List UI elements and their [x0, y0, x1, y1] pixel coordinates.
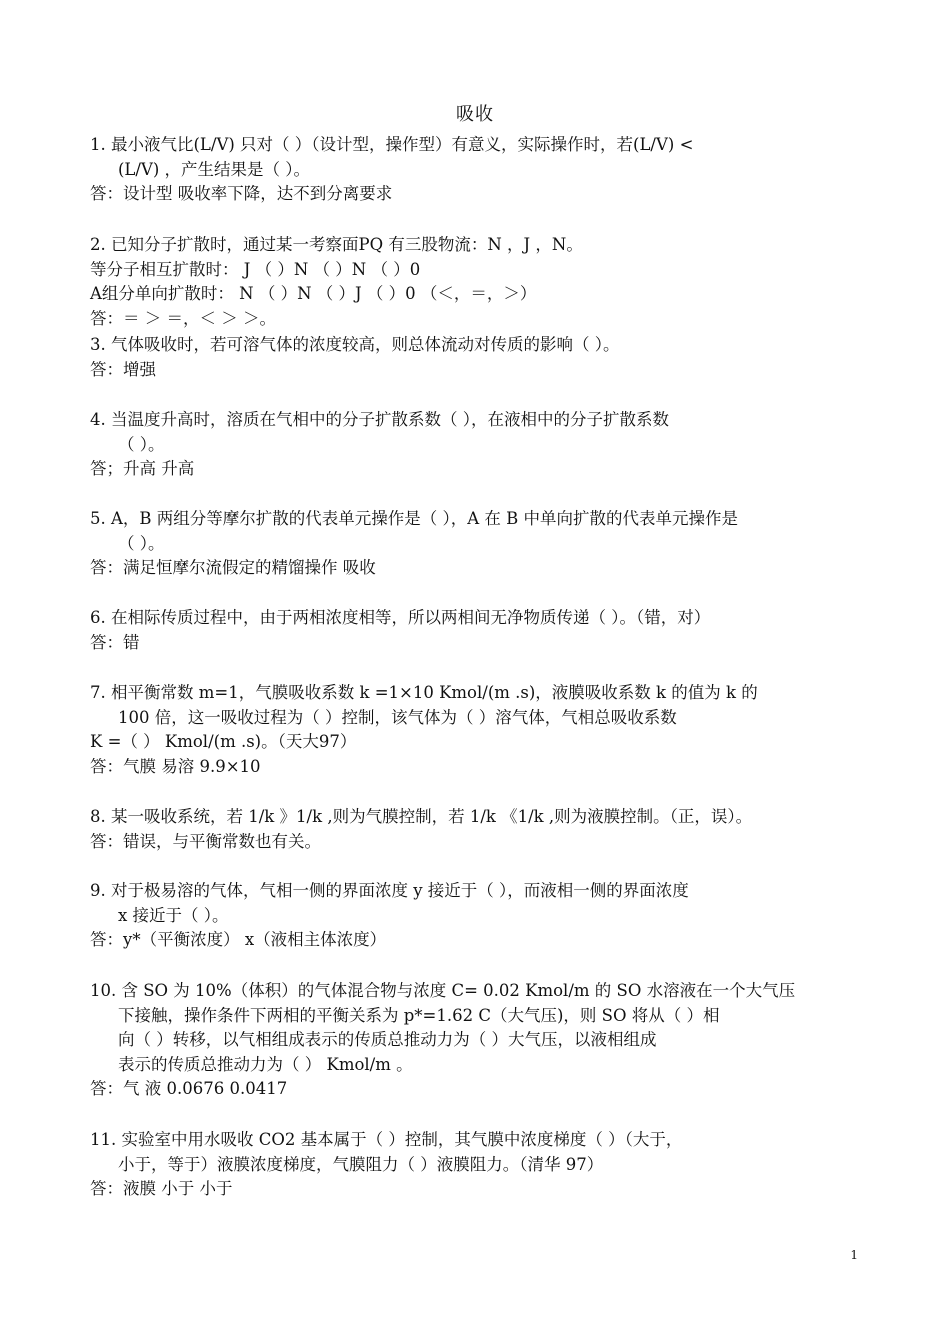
question-line: (L/V) ，产生结果是（ ）。: [118, 159, 311, 179]
page-number: 1: [850, 1248, 858, 1262]
question-6: [90, 606, 860, 655]
question-line: 100 倍，这一吸收过程为（ ）控制，该气体为（ ）溶气体，气相总吸收系数: [118, 707, 677, 727]
question-line: 7. 相平衡常数 m=1，气膜吸收系数 k =1×10 Kmol/(m .s)，液膜吸收系数 k 的值为 k 的: [90, 683, 758, 702]
answer-line: 答；升高 升高: [90, 459, 195, 478]
answer-line: 答：＝ ＞ ＝，＜ ＞ ＞。: [90, 308, 276, 328]
question-line: 11. 实验室中用水吸收 CO2 基本属于（ ）控制，其气膜中浓度梯度（ ）（大于，: [90, 1130, 683, 1149]
question-3: [90, 333, 860, 382]
question-line: 2. 已知分子扩散时，通过某一考察面PQ 有三股物流：N ，J ，N。: [90, 235, 583, 254]
question-line: 6. 在相际传质过程中，由于两相浓度相等，所以两相间无净物质传递（ ）。（错，对）: [90, 608, 711, 627]
question-7: [90, 681, 860, 779]
question-line: 3. 气体吸收时，若可溶气体的浓度较高，则总体流动对传质的影响（ ）。: [90, 335, 620, 354]
answer-line: 答：错: [90, 632, 140, 652]
answer-line: 答：设计型 吸收率下降，达不到分离要求: [90, 184, 393, 203]
question-10: [90, 979, 860, 1102]
question-line: 9. 对于极易溶的气体，气相一侧的界面浓度 y 接近于（ ），而液相一侧的界面浓度: [90, 881, 689, 900]
question-line: A组分单向扩散时： N （ ）N （ ）J （ ）0 （＜，＝，＞）: [90, 284, 537, 303]
question-line: 等分子相互扩散时： J （ ）N （ ）N （ ）0: [90, 259, 421, 279]
question-1: [90, 133, 860, 207]
question-9: [90, 879, 860, 953]
answer-line: 答：满足恒摩尔流假定的精馏操作 吸收: [90, 558, 376, 577]
answer-line: 答：气 液 0.0676 0.0417: [90, 1079, 288, 1098]
answer-line: 答：增强: [90, 359, 156, 379]
question-line: （ ）。: [118, 434, 165, 454]
question-line: 5. A，B 两组分等摩尔扩散的代表单元操作是（ ），A 在 B 中单向扩散的代表单元操作是: [90, 509, 739, 528]
answer-line: 答：气膜 易溶 9.9×10: [90, 756, 261, 776]
question-4: [90, 408, 860, 482]
question-line: 小于，等于）液膜浓度梯度，气膜阻力（ ）液膜阻力。（清华 97）: [118, 1154, 604, 1174]
question-8: [90, 805, 860, 854]
question-2: [90, 233, 860, 331]
question-line: 4. 当温度升高时，溶质在气相中的分子扩散系数（ ），在液相中的分子扩散系数: [90, 410, 669, 429]
question-line: 表示的传质总推动力为（ ） Kmol/m 。: [118, 1054, 413, 1074]
answer-line: 答：错误，与平衡常数也有关。: [90, 831, 321, 851]
question-line: 8. 某一吸收系统，若 1/k 》1/k ,则为气膜控制，若 1/k 《1/k ,则为液膜控制。（正，误）。: [90, 807, 753, 826]
document-title: 吸收: [456, 104, 494, 125]
question-line: K =（ ） Kmol/(m .s)。（天大97）: [90, 732, 357, 751]
question-line: 1. 最小液气比(L/V) 只对（ ）（设计型，操作型）有意义，实际操作时，若(L/V) <: [90, 135, 694, 154]
question-line: 向（ ）转移，以气相组成表示的传质总推动力为（ ）大气压，以液相组成: [118, 1030, 657, 1049]
answer-line: 答：y*（平衡浓度） x（液相主体浓度）: [90, 930, 387, 949]
answer-line: 答：液膜 小于 小于: [90, 1179, 233, 1198]
question-line: 下接触，操作条件下两相的平衡关系为 p*=1.62 C（大气压)，则 SO 将从（ ）相: [118, 1005, 720, 1025]
question-line: x 接近于（ ）。: [118, 905, 229, 925]
question-line: 10. 含 SO 为 10%（体积）的气体混合物与浓度 C= 0.02 Kmol/m 的 SO 水溶液在一个大气压: [90, 981, 796, 1000]
question-line: （ ）。: [118, 533, 165, 553]
question-5: [90, 507, 860, 581]
question-11: [90, 1128, 860, 1202]
